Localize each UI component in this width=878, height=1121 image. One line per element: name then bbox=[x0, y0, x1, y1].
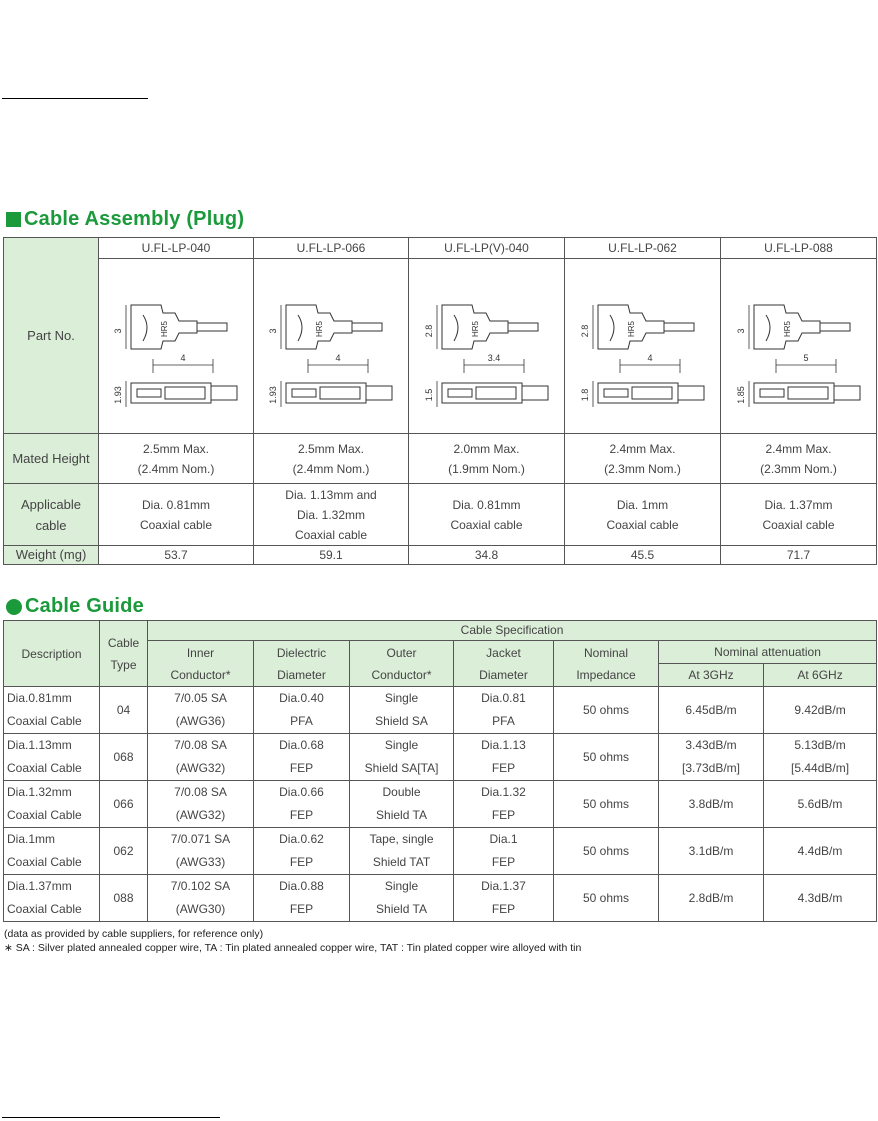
abbreviation-note: ∗ SA : Silver plated annealed copper wire, TA : Tin plated annealed copper wire, TAT : Tin plated copper wire alloyed with tin bbox=[4, 942, 582, 954]
weight-2: 34.8 bbox=[409, 546, 565, 565]
drawing-mark: HR5 bbox=[626, 320, 636, 338]
header-description: Description bbox=[4, 621, 100, 687]
dimension-label: 4 bbox=[646, 353, 653, 363]
attenuation-6ghz-cell: 4.4dB/m bbox=[764, 828, 877, 875]
cable-3: Dia. 1mm Coaxial cable bbox=[565, 484, 721, 546]
dielectric-cell: Dia.0.40 PFA bbox=[254, 687, 350, 734]
connector-drawing-svg bbox=[724, 261, 874, 431]
assembly-title-text: Cable Assembly (Plug) bbox=[24, 208, 245, 230]
jacket-cell: Dia.0.81 PFA bbox=[454, 687, 554, 734]
header-nominal-attenuation: Nominal attenuation bbox=[659, 641, 877, 664]
header-cable-type: Cable Type bbox=[100, 621, 148, 687]
assembly-table bbox=[3, 237, 877, 565]
dimension-label: 1.85 bbox=[735, 386, 746, 404]
table-row bbox=[4, 687, 877, 734]
description-cell: Dia.1.32mm Coaxial Cable bbox=[4, 781, 100, 828]
impedance-cell: 50 ohms bbox=[554, 734, 659, 781]
table-row bbox=[4, 781, 877, 828]
cable-1: Dia. 1.13mm and Dia. 1.32mm Coaxial cable bbox=[254, 484, 409, 546]
drawing-mark: HR5 bbox=[470, 320, 480, 338]
dimension-label: 3 bbox=[735, 328, 746, 334]
connector-drawing bbox=[565, 261, 720, 431]
outer-conductor-cell: Tape, single Shield TAT bbox=[350, 828, 454, 875]
dimension-label: 2.8 bbox=[423, 324, 434, 338]
impedance-cell: 50 ohms bbox=[554, 875, 659, 922]
dimension-label: 1.93 bbox=[268, 386, 278, 404]
header-inner-conductor: Inner Conductor* bbox=[148, 641, 254, 687]
header-cable-specification: Cable Specification bbox=[148, 621, 877, 641]
attenuation-3ghz-cell: 6.45dB/m bbox=[659, 687, 764, 734]
cable-0: Dia. 0.81mm Coaxial cable bbox=[99, 484, 254, 546]
jacket-cell: Dia.1.32 FEP bbox=[454, 781, 554, 828]
mated-height-4: 2.4mm Max. (2.3mm Nom.) bbox=[721, 434, 877, 484]
cable-2: Dia. 0.81mm Coaxial cable bbox=[409, 484, 565, 546]
row-header-applicable-cable: Applicable cable bbox=[4, 484, 99, 546]
row-header-mated-height: Mated Height bbox=[4, 434, 99, 484]
mated-height-0: 2.5mm Max. (2.4mm Nom.) bbox=[99, 434, 254, 484]
connector-drawing-svg bbox=[256, 261, 406, 431]
connector-drawing-svg bbox=[568, 261, 718, 431]
inner-conductor-cell: 7/0.071 SA (AWG33) bbox=[148, 828, 254, 875]
dimension-label: 4 bbox=[180, 353, 186, 363]
table-row bbox=[4, 875, 877, 922]
outer-conductor-cell: Single Shield SA bbox=[350, 687, 454, 734]
dimension-label: 1.93 bbox=[113, 386, 123, 404]
attenuation-6ghz-cell: 9.42dB/m bbox=[764, 687, 877, 734]
header-jacket-diameter: Jacket Diameter bbox=[454, 641, 554, 687]
dimension-label: 3.4 bbox=[487, 353, 500, 363]
dimension-label: 2.8 bbox=[579, 324, 590, 338]
weight-1: 59.1 bbox=[254, 546, 409, 565]
mated-height-1: 2.5mm Max. (2.4mm Nom.) bbox=[254, 434, 409, 484]
description-cell: Dia.1mm Coaxial Cable bbox=[4, 828, 100, 875]
connector-drawing-svg bbox=[412, 261, 562, 431]
dielectric-cell: Dia.0.62 FEP bbox=[254, 828, 350, 875]
attenuation-3ghz-cell: 3.1dB/m bbox=[659, 828, 764, 875]
mated-height-3: 2.4mm Max. (2.3mm Nom.) bbox=[565, 434, 721, 484]
inner-conductor-cell: 7/0.08 SA (AWG32) bbox=[148, 734, 254, 781]
inner-conductor-cell: 7/0.05 SA (AWG36) bbox=[148, 687, 254, 734]
assembly-title bbox=[6, 208, 244, 231]
cable-type-cell: 088 bbox=[100, 875, 148, 922]
part-no-0: U.FL-LP-040 bbox=[99, 238, 254, 259]
outer-conductor-cell: Single Shield SA[TA] bbox=[350, 734, 454, 781]
drawing-mark: HR5 bbox=[782, 320, 792, 338]
description-cell: Dia.1.37mm Coaxial Cable bbox=[4, 875, 100, 922]
header-at-6ghz: At 6GHz bbox=[764, 664, 877, 687]
cable-guide-table bbox=[3, 620, 877, 922]
dimension-label: 1.8 bbox=[579, 388, 590, 402]
cable-4: Dia. 1.37mm Coaxial cable bbox=[721, 484, 877, 546]
dimension-label: 3 bbox=[113, 328, 123, 334]
jacket-cell: Dia.1.13 FEP bbox=[454, 734, 554, 781]
dimension-label: 3 bbox=[268, 328, 278, 334]
cable-type-cell: 04 bbox=[100, 687, 148, 734]
dielectric-cell: Dia.0.66 FEP bbox=[254, 781, 350, 828]
drawing-cell-2 bbox=[409, 259, 565, 434]
header-nominal-impedance: Nominal Impedance bbox=[554, 641, 659, 687]
dimension-label: 5 bbox=[802, 353, 809, 363]
inner-conductor-cell: 7/0.08 SA (AWG32) bbox=[148, 781, 254, 828]
weight-3: 45.5 bbox=[565, 546, 721, 565]
drawing-cell-0 bbox=[99, 259, 254, 434]
weight-4: 71.7 bbox=[721, 546, 877, 565]
part-no-4: U.FL-LP-088 bbox=[721, 238, 877, 259]
dimension-label: 1.5 bbox=[423, 388, 434, 402]
drawing-cell-1 bbox=[254, 259, 409, 434]
inner-conductor-cell: 7/0.102 SA (AWG30) bbox=[148, 875, 254, 922]
jacket-cell: Dia.1.37 FEP bbox=[454, 875, 554, 922]
row-header-weight: Weight (mg) bbox=[4, 546, 99, 565]
attenuation-3ghz-cell: 3.8dB/m bbox=[659, 781, 764, 828]
mated-height-2: 2.0mm Max. (1.9mm Nom.) bbox=[409, 434, 565, 484]
cable-type-cell: 068 bbox=[100, 734, 148, 781]
connector-drawing bbox=[409, 261, 564, 431]
square-bullet-icon bbox=[6, 212, 21, 227]
attenuation-6ghz-cell: 4.3dB/m bbox=[764, 875, 877, 922]
description-cell: Dia.0.81mm Coaxial Cable bbox=[4, 687, 100, 734]
impedance-cell: 50 ohms bbox=[554, 687, 659, 734]
row-header-part-no: Part No. bbox=[4, 238, 99, 434]
connector-drawing bbox=[254, 261, 408, 431]
description-cell: Dia.1.13mm Coaxial Cable bbox=[4, 734, 100, 781]
connector-drawing-svg bbox=[101, 261, 251, 431]
cable-type-cell: 062 bbox=[100, 828, 148, 875]
dimension-label: 4 bbox=[335, 353, 341, 363]
drawing-cell-3 bbox=[565, 259, 721, 434]
outer-conductor-cell: Single Shield TA bbox=[350, 875, 454, 922]
part-no-1: U.FL-LP-066 bbox=[254, 238, 409, 259]
attenuation-6ghz-cell: 5.13dB/m [5.44dB/m] bbox=[764, 734, 877, 781]
outer-conductor-cell: Double Shield TA bbox=[350, 781, 454, 828]
connector-drawing bbox=[721, 261, 876, 431]
drawing-mark: HR5 bbox=[315, 320, 324, 338]
cable-type-cell: 066 bbox=[100, 781, 148, 828]
weight-0: 53.7 bbox=[99, 546, 254, 565]
dielectric-cell: Dia.0.88 FEP bbox=[254, 875, 350, 922]
reference-note: (data as provided by cable suppliers, for reference only) bbox=[4, 928, 264, 940]
guide-title-text: Cable Guide bbox=[25, 595, 144, 617]
impedance-cell: 50 ohms bbox=[554, 828, 659, 875]
drawing-cell-4 bbox=[721, 259, 877, 434]
table-row bbox=[4, 734, 877, 781]
attenuation-3ghz-cell: 2.8dB/m bbox=[659, 875, 764, 922]
header-outer-conductor: Outer Conductor* bbox=[350, 641, 454, 687]
header-dielectric-diameter: Dielectric Diameter bbox=[254, 641, 350, 687]
connector-drawing bbox=[99, 261, 253, 431]
dielectric-cell: Dia.0.68 FEP bbox=[254, 734, 350, 781]
top-rule bbox=[2, 98, 148, 99]
drawing-mark: HR5 bbox=[160, 320, 169, 338]
attenuation-6ghz-cell: 5.6dB/m bbox=[764, 781, 877, 828]
circle-bullet-icon bbox=[6, 599, 22, 615]
guide-title bbox=[6, 595, 144, 618]
part-no-3: U.FL-LP-062 bbox=[565, 238, 721, 259]
impedance-cell: 50 ohms bbox=[554, 781, 659, 828]
attenuation-3ghz-cell: 3.43dB/m [3.73dB/m] bbox=[659, 734, 764, 781]
header-at-3ghz: At 3GHz bbox=[659, 664, 764, 687]
bottom-rule bbox=[2, 1117, 220, 1118]
part-no-2: U.FL-LP(V)-040 bbox=[409, 238, 565, 259]
table-row bbox=[4, 828, 877, 875]
jacket-cell: Dia.1 FEP bbox=[454, 828, 554, 875]
